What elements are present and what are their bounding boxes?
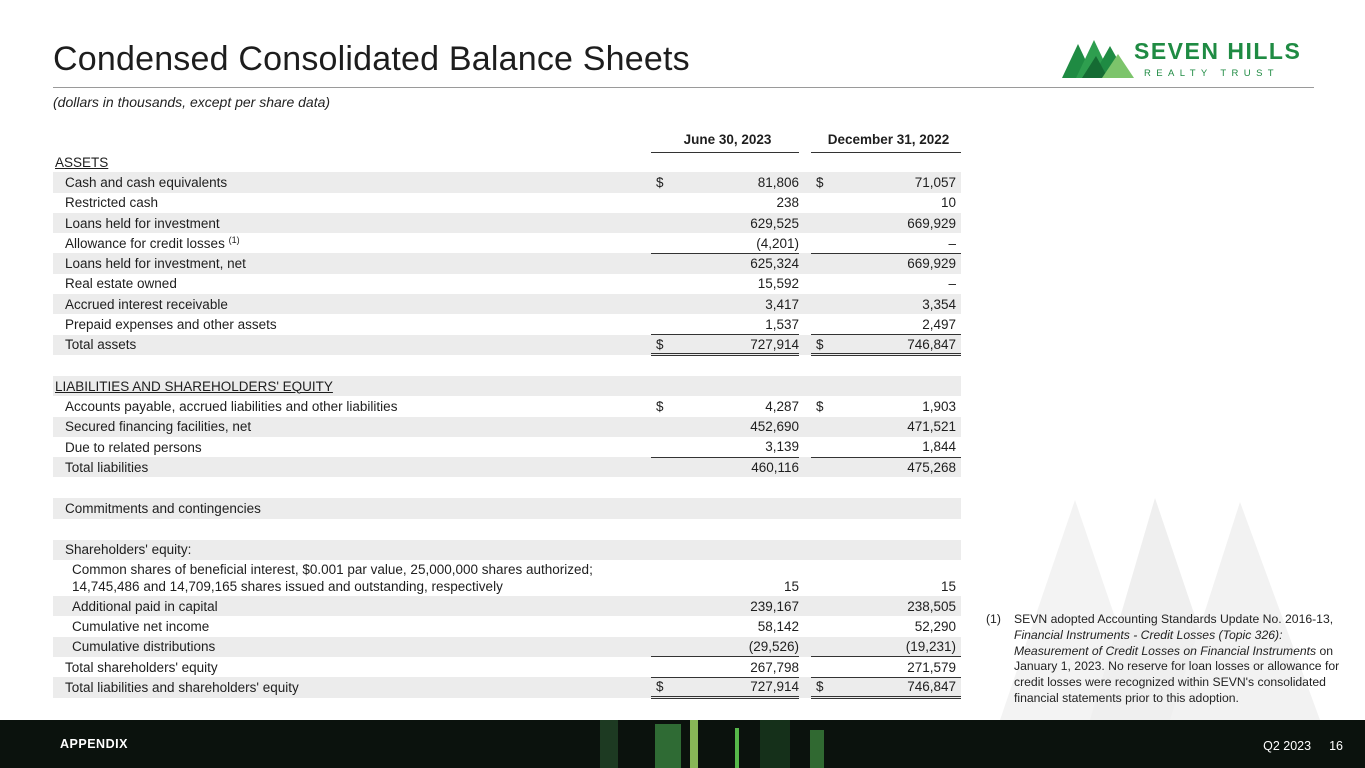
logo-wordmark: SEVEN HILLS <box>1134 38 1302 64</box>
table-row-total-assets: Total assets $ 727,914 $ 746,847 <box>53 335 961 355</box>
section-header-liabilities: LIABILITIES AND SHAREHOLDERS' EQUITY <box>53 376 961 396</box>
column-header-dec-2022: December 31, 2022 <box>811 128 961 152</box>
footer-page-number: 16 <box>1329 739 1343 753</box>
table-row-prepaid: Prepaid expenses and other assets 1,537 2,497 <box>65 316 956 333</box>
table-row-cumulative-income: Cumulative net income 58,142 52,290 <box>72 618 956 634</box>
column-header-june-2023: June 30, 2023 <box>651 128 799 152</box>
page-title: Condensed Consolidated Balance Sheets <box>53 40 690 78</box>
mountains-logo-icon <box>1062 38 1134 80</box>
table-row-loans: Loans held for investment 629,525 669,929 <box>53 213 961 233</box>
table-row-cash: Cash and cash equivalents $ 81,806 $ 71,057 <box>53 172 961 192</box>
footer-decorative-graphic <box>560 720 880 768</box>
footer-section-label: APPENDIX <box>60 737 128 751</box>
footer-page-info <box>1245 739 1343 753</box>
company-logo <box>1062 38 1322 82</box>
footnote <box>986 612 1358 707</box>
table-row-due-related: Due to related persons 3,139 1,844 <box>65 439 956 455</box>
table-row-accrued-interest: Accrued interest receivable 3,417 3,354 <box>53 294 961 314</box>
balance-sheet-table <box>53 128 961 699</box>
table-row-restricted-cash: Restricted cash 238 10 <box>65 195 956 211</box>
section-header-assets: ASSETS <box>55 154 109 170</box>
footnote-number: (1) <box>986 612 1001 626</box>
table-row-real-estate-owned: Real estate owned 15,592 – <box>65 276 956 292</box>
table-row-secured-financing: Secured financing facilities, net 452,690 471,521 <box>53 417 961 437</box>
footer-bar <box>0 720 1365 768</box>
footnote-reference: (1) <box>228 235 240 246</box>
table-row-commitments: Commitments and contingencies <box>53 498 961 518</box>
table-row-accounts-payable: Accounts payable, accrued liabilities and other liabilities $ 4,287 $ 1,903 <box>65 398 956 414</box>
table-row-cumulative-distributions: Cumulative distributions (29,526) (19,231) <box>53 637 961 657</box>
table-row-equity-header: Shareholders' equity: <box>53 540 961 560</box>
logo-tagline: REALTY TRUST <box>1144 68 1280 79</box>
table-row-total-equity: Total shareholders' equity 267,798 271,579 <box>53 657 961 677</box>
page-subtitle: (dollars in thousands, except per share data) <box>53 94 331 110</box>
table-header-row <box>53 128 961 152</box>
footer-quarter: Q2 2023 <box>1263 739 1312 753</box>
table-row-allowance: Allowance for credit losses $^{(1)}$ (4,201) – <box>65 235 956 252</box>
table-row-total-liabilities-equity: Total liabilities and shareholders' equity $ 727,914 $ 746,847 <box>53 677 961 697</box>
table-row-apic: Additional paid in capital 239,167 238,505 <box>53 596 961 616</box>
table-row-loans-net: Loans held for investment, net 625,324 669,929 <box>53 253 961 273</box>
table-row-total-liabilities: Total liabilities 460,116 475,268 <box>53 457 961 477</box>
title-divider <box>53 87 1314 88</box>
table-row-common-shares: Common shares of beneficial interest, $0.001 par value, 25,000,000 shares authorized; 14,745,486 and 14,709,165 shares issued and outstanding, respectively 15 15 <box>72 562 956 595</box>
footnote-text: SEVN adopted Accounting Standards Update No. 2016-13, Financial Instruments - Credit Losses (Topic 326): Measurement of Credit Losses on Financial Instruments on January 1, 2023. No reserve for loan losses or allowance for credit losses were recognized within SEVN's consolidated financial statements prior to this adoption. <box>1014 612 1340 705</box>
